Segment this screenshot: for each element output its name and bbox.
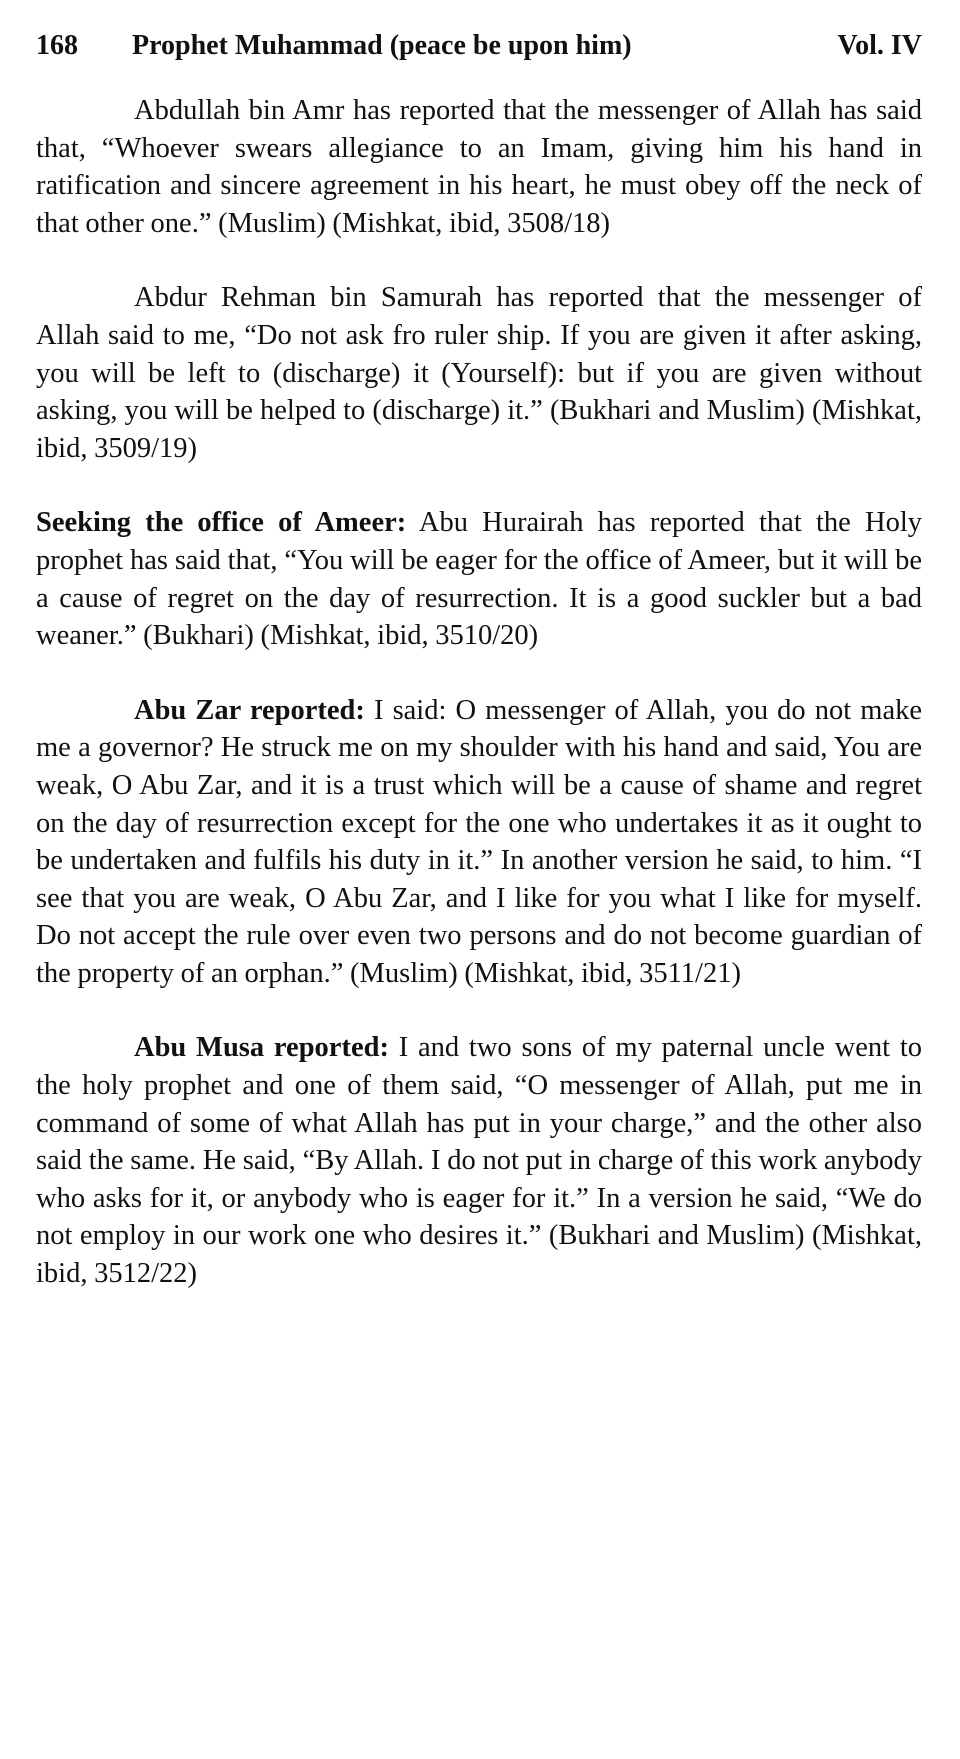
- paragraph-heading: Abu Zar reported:: [134, 694, 365, 726]
- page-number: 168: [36, 30, 78, 61]
- paragraph-text: I and two sons of my paternal uncle went to the holy prophet and one of them said, “O messenger of Allah, put me in command of some of what Allah has put in your charge,” and the other also said the same. He said, “By Allah. I do not put in charge of this work anybody who asks for it, or anybody who is eager for it.” In a version he said, “We do not employ in our work one who desires it.” (Bukhari and Muslim) (Mishkat, ibid, 3512/22): [36, 1032, 923, 1290]
- paragraph-heading: Abu Musa reported:: [134, 1032, 389, 1064]
- book-title: Prophet Muhammad (peace be upon him): [132, 30, 632, 61]
- page-body: [36, 92, 922, 1293]
- paragraph-seeking-office: [36, 504, 922, 654]
- volume-label: Vol. IV: [837, 30, 922, 61]
- running-header: [36, 28, 922, 64]
- paragraph-heading: Seeking the office of Ameer:: [36, 507, 407, 539]
- paragraph-text: Abu Hurairah has reported that the Holy prophet has said that, “You will be eager for the office of Ameer, but it will be a cause of regret on the day of resurrection. It is a good suckler but a bad weaner.” (Bukhari) (Mishkat, ibid, 3510/20): [36, 507, 922, 652]
- paragraph-text: I said: O messenger of Allah, you do not make me a governor? He struck me on my shoulder with his hand and said, You are weak, O Abu Zar, and it is a trust which will be a cause of shame and regret on the day of resurrection except for the one who undertakes it as it ought to be undertaken and fulfils his duty in it.” In another version he said, to him. “I see that you are weak, O Abu Zar, and I like for you what I like for myself. Do not accept the rule over even two persons and do not become guardian of the property of an orphan.” (Muslim) (Mishkat, ibid, 3511/21): [36, 694, 923, 989]
- paragraph-abu-zar: [36, 692, 922, 993]
- paragraph-abdur-rehman: [36, 279, 922, 467]
- paragraph-text: Abdur Rehman bin Samurah has reported that the messenger of Allah said to me, “Do not ask fro ruler ship. If you are given it after asking, you will be left to (discharge) it (Yourself): but if you are given without asking, you will be helped to (discharge) it.” (Bukhari and Muslim) (Mishkat, ibid, 3509/19): [36, 282, 922, 464]
- paragraph-abu-musa: [36, 1029, 922, 1292]
- paragraph-text: Abdullah bin Amr has reported that the messenger of Allah has said that, “Whoever swears allegiance to an Imam, giving him his hand in ratification and sincere agreement in his heart, he must obey off the neck of that other one.” (Muslim) (Mishkat, ibid, 3508/18): [36, 95, 922, 239]
- paragraph-abdullah-bin-amr: [36, 92, 922, 242]
